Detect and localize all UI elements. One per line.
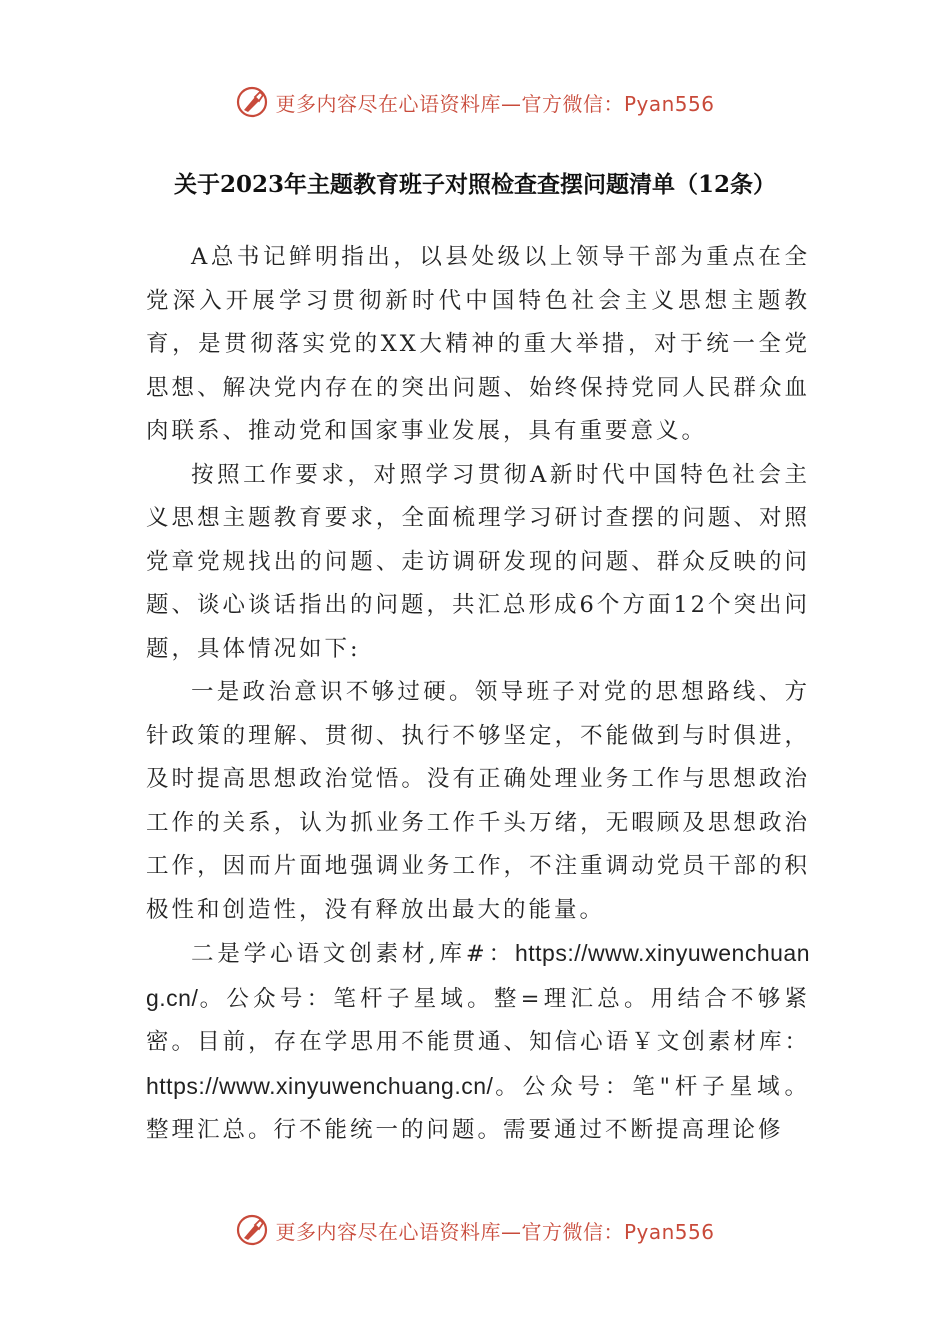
paragraph-4	[146, 932, 810, 1153]
document-title: 关于2023年主题教育班子对照检查查摆问题清单（12条）	[173, 171, 777, 198]
document-body	[146, 236, 810, 1153]
header-banner	[0, 80, 950, 124]
paragraph-1: A总书记鲜明指出，以县处级以上领导干部为重点在全党深入开展学习贯彻新时代中国特色社会主义思想主题教育，是贯彻落实党的XX大精神的重大举措，对于统一全党思想、解决党内存在的突出问题、始终保持党同人民群众血肉联系、推动党和国家事业发展，具有重要意义。	[146, 244, 810, 444]
p4-text-a: 二是学心语文创素材,库#：	[191, 941, 515, 967]
p4-text-b: 。公众号：笔杆子星域。整=理汇总。用结合不够紧密。目前，存在学思用不能贯通、知信心语￥文创素材库：	[146, 985, 810, 1055]
footer-banner	[0, 1208, 950, 1252]
p4-url-1: https://www.xinyuwenchuang.cn/	[146, 940, 810, 1011]
pen-nib-icon	[235, 1213, 269, 1247]
paragraph-2: 按照工作要求，对照学习贯彻A新时代中国特色社会主义思想主题教育要求，全面梳理学习研讨查摆的问题、对照党章党规找出的问题、走访调研发现的问题、群众反映的问题、谈心谈话指出的问题，共汇总形成6个方面12个突出问题，具体情况如下:	[146, 461, 810, 662]
banner-text: 更多内容尽在心语资料库—官方微信：Pyan556	[275, 91, 715, 116]
pen-nib-icon	[235, 85, 269, 119]
p4-text-c: 。公众号：笔"杆子星域。整理汇总。行不能统一的问题。需要通过不断提高理论修	[146, 1073, 810, 1143]
paragraph-3: 一是政治意识不够过硬。领导班子对党的思想路线、方针政策的理解、贯彻、执行不够坚定，不能做到与时俱进，及时提高思想政治觉悟。没有正确处理业务工作与思想政治工作的关系，认为抓业务工作千头万绪，无暇顾及思想政治工作，因而片面地强调业务工作，不注重调动党员干部的积极性和创造性，没有释放出最大的能量。	[146, 679, 810, 923]
banner-text: 更多内容尽在心语资料库—官方微信：Pyan556	[275, 1219, 715, 1244]
p4-url-2: https://www.xinyuwenchuang.cn/	[146, 1072, 494, 1099]
